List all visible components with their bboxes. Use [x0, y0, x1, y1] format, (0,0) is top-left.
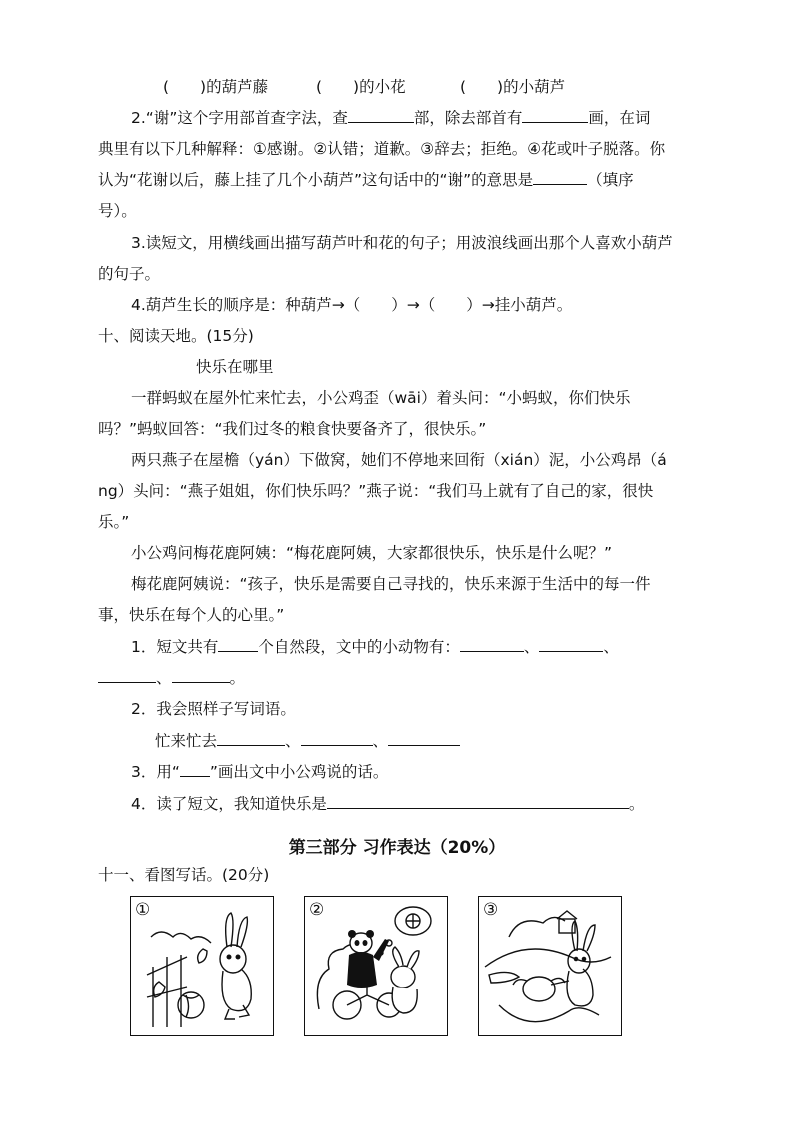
- separator: 、: [285, 732, 301, 750]
- q9-item2-line3: [98, 170, 634, 190]
- separator: 、: [603, 638, 619, 656]
- word-blank-2[interactable]: [301, 731, 373, 746]
- story-paragraph: 吗？”蚂蚁回答：“我们过冬的粮食快要备齐了，很快乐。”: [98, 420, 487, 438]
- fill-blank-flower: ( )的小花: [316, 78, 406, 96]
- radical-blank[interactable]: [348, 108, 414, 123]
- paragraph-count-blank[interactable]: [218, 637, 258, 652]
- q9-item2-line3-text: 认为“花谢以后，藤上挂了几个小葫芦”这句话中的“谢”的意思是: [98, 171, 534, 189]
- word-blank-1[interactable]: [217, 731, 285, 746]
- q9-item2-text1: 2.“谢”这个字用部首查字法，查: [131, 109, 348, 127]
- fill-blank-gourd: ( )的小葫芦: [460, 78, 566, 96]
- animal-blank-1[interactable]: [460, 637, 524, 652]
- q10-item1-text2: 个自然段，文中的小动物有：: [258, 638, 460, 656]
- story-paragraph: 一群蚂蚁在屋外忙来忙去，小公鸡歪（wāi）着头问：“小蚂蚁，你们快乐: [131, 389, 631, 407]
- panel-number: ①: [135, 900, 151, 920]
- end-mark: 。: [628, 795, 645, 813]
- q9-item2-text2: 部，除去部首有: [413, 109, 523, 127]
- underline-mark-sample: [180, 762, 210, 777]
- stroke-count-blank[interactable]: [522, 108, 588, 123]
- q11-heading: 十一、看图写话。(20分): [98, 866, 270, 884]
- story-paragraph: 梅花鹿阿姨说：“孩子，快乐是需要自己寻找的，快乐来源于生活中的每一件: [131, 575, 651, 593]
- q9-item4: 4.葫芦生长的顺序是：种葫芦→（ ）→（ ）→挂小葫芦。: [131, 296, 573, 314]
- q9-item2-line3-tail: （填序: [587, 171, 634, 189]
- story-paragraph: ng）头问：“燕子姐姐，你们快乐吗？”燕子说：“我们马上就有了自己的家，很快: [98, 482, 654, 500]
- q9-item3-line1: 3.读短文，用横线画出描写葫芦叶和花的句子；用波浪线画出那个人喜欢小葫芦: [131, 234, 673, 252]
- story-title: 快乐在哪里: [196, 358, 274, 376]
- story-paragraph: 两只燕子在屋檐（yán）下做窝，她们不停地来回衔（xián）泥，小公鸡昂（á: [131, 451, 667, 469]
- end-mark: 。: [229, 669, 246, 687]
- animal-blank-3[interactable]: [98, 668, 156, 683]
- q10-item4-text: 4．读了短文，我知道快乐是: [131, 795, 327, 813]
- word-blank-3[interactable]: [388, 731, 460, 746]
- q9-item2-text3: 画，在词: [588, 109, 651, 127]
- part3-title: 第三部分 习作表达（20%）: [288, 838, 506, 858]
- panel-number: ③: [483, 900, 499, 920]
- picture-panel-3: [478, 896, 622, 1036]
- q10-item4: [131, 794, 644, 814]
- separator: 、: [523, 638, 540, 656]
- q10-item1-line1: [131, 637, 619, 657]
- animal-blank-4[interactable]: [172, 668, 230, 683]
- q9-item2-line4: 号）。: [98, 202, 137, 220]
- picture-panel-1: [130, 896, 274, 1036]
- q9-item2-line2: 典里有以下几种解释：①感谢。②认错；道歉。③辞去；拒绝。④花或叶子脱落。你: [98, 140, 666, 158]
- q10-item1-text1: 1．短文共有: [131, 638, 219, 656]
- happiness-answer-blank[interactable]: [327, 794, 629, 809]
- q10-item2: 2．我会照样子写词语。: [131, 700, 296, 718]
- story-paragraph: 小公鸡问梅花鹿阿姨：“梅花鹿阿姨，大家都很快乐，快乐是什么呢？”: [131, 544, 613, 562]
- picture-panel-2: [304, 896, 448, 1036]
- separator: 、: [372, 732, 389, 750]
- rabbit-gourd-illustration: [131, 897, 273, 1035]
- fill-blank-vine: ( )的葫芦藤: [163, 78, 269, 96]
- q9-item3-line2: 的句子。: [98, 265, 161, 283]
- q10-heading: 十、阅读天地。(15分): [98, 327, 254, 345]
- separator: 、: [156, 669, 172, 687]
- story-paragraph: 事，快乐在每个人的心里。”: [98, 606, 285, 624]
- q9-item2-line1: [131, 108, 650, 128]
- q10-item3: [131, 762, 388, 782]
- q10-item2-example-line: [155, 731, 460, 751]
- q10-item1-line2: [98, 668, 245, 688]
- panel-number: ②: [309, 900, 325, 920]
- story-paragraph: 乐。”: [98, 513, 130, 531]
- meaning-blank[interactable]: [533, 170, 587, 185]
- panda-bicycle-illustration: [305, 897, 447, 1035]
- q10-item3-text1: 3．用“: [131, 763, 180, 781]
- animal-blank-2[interactable]: [539, 637, 603, 652]
- rabbit-helping-illustration: [479, 897, 621, 1035]
- word-example: 忙来忙去: [155, 732, 218, 750]
- q10-item3-text2: ”画出文中小公鸡说的话。: [209, 763, 389, 781]
